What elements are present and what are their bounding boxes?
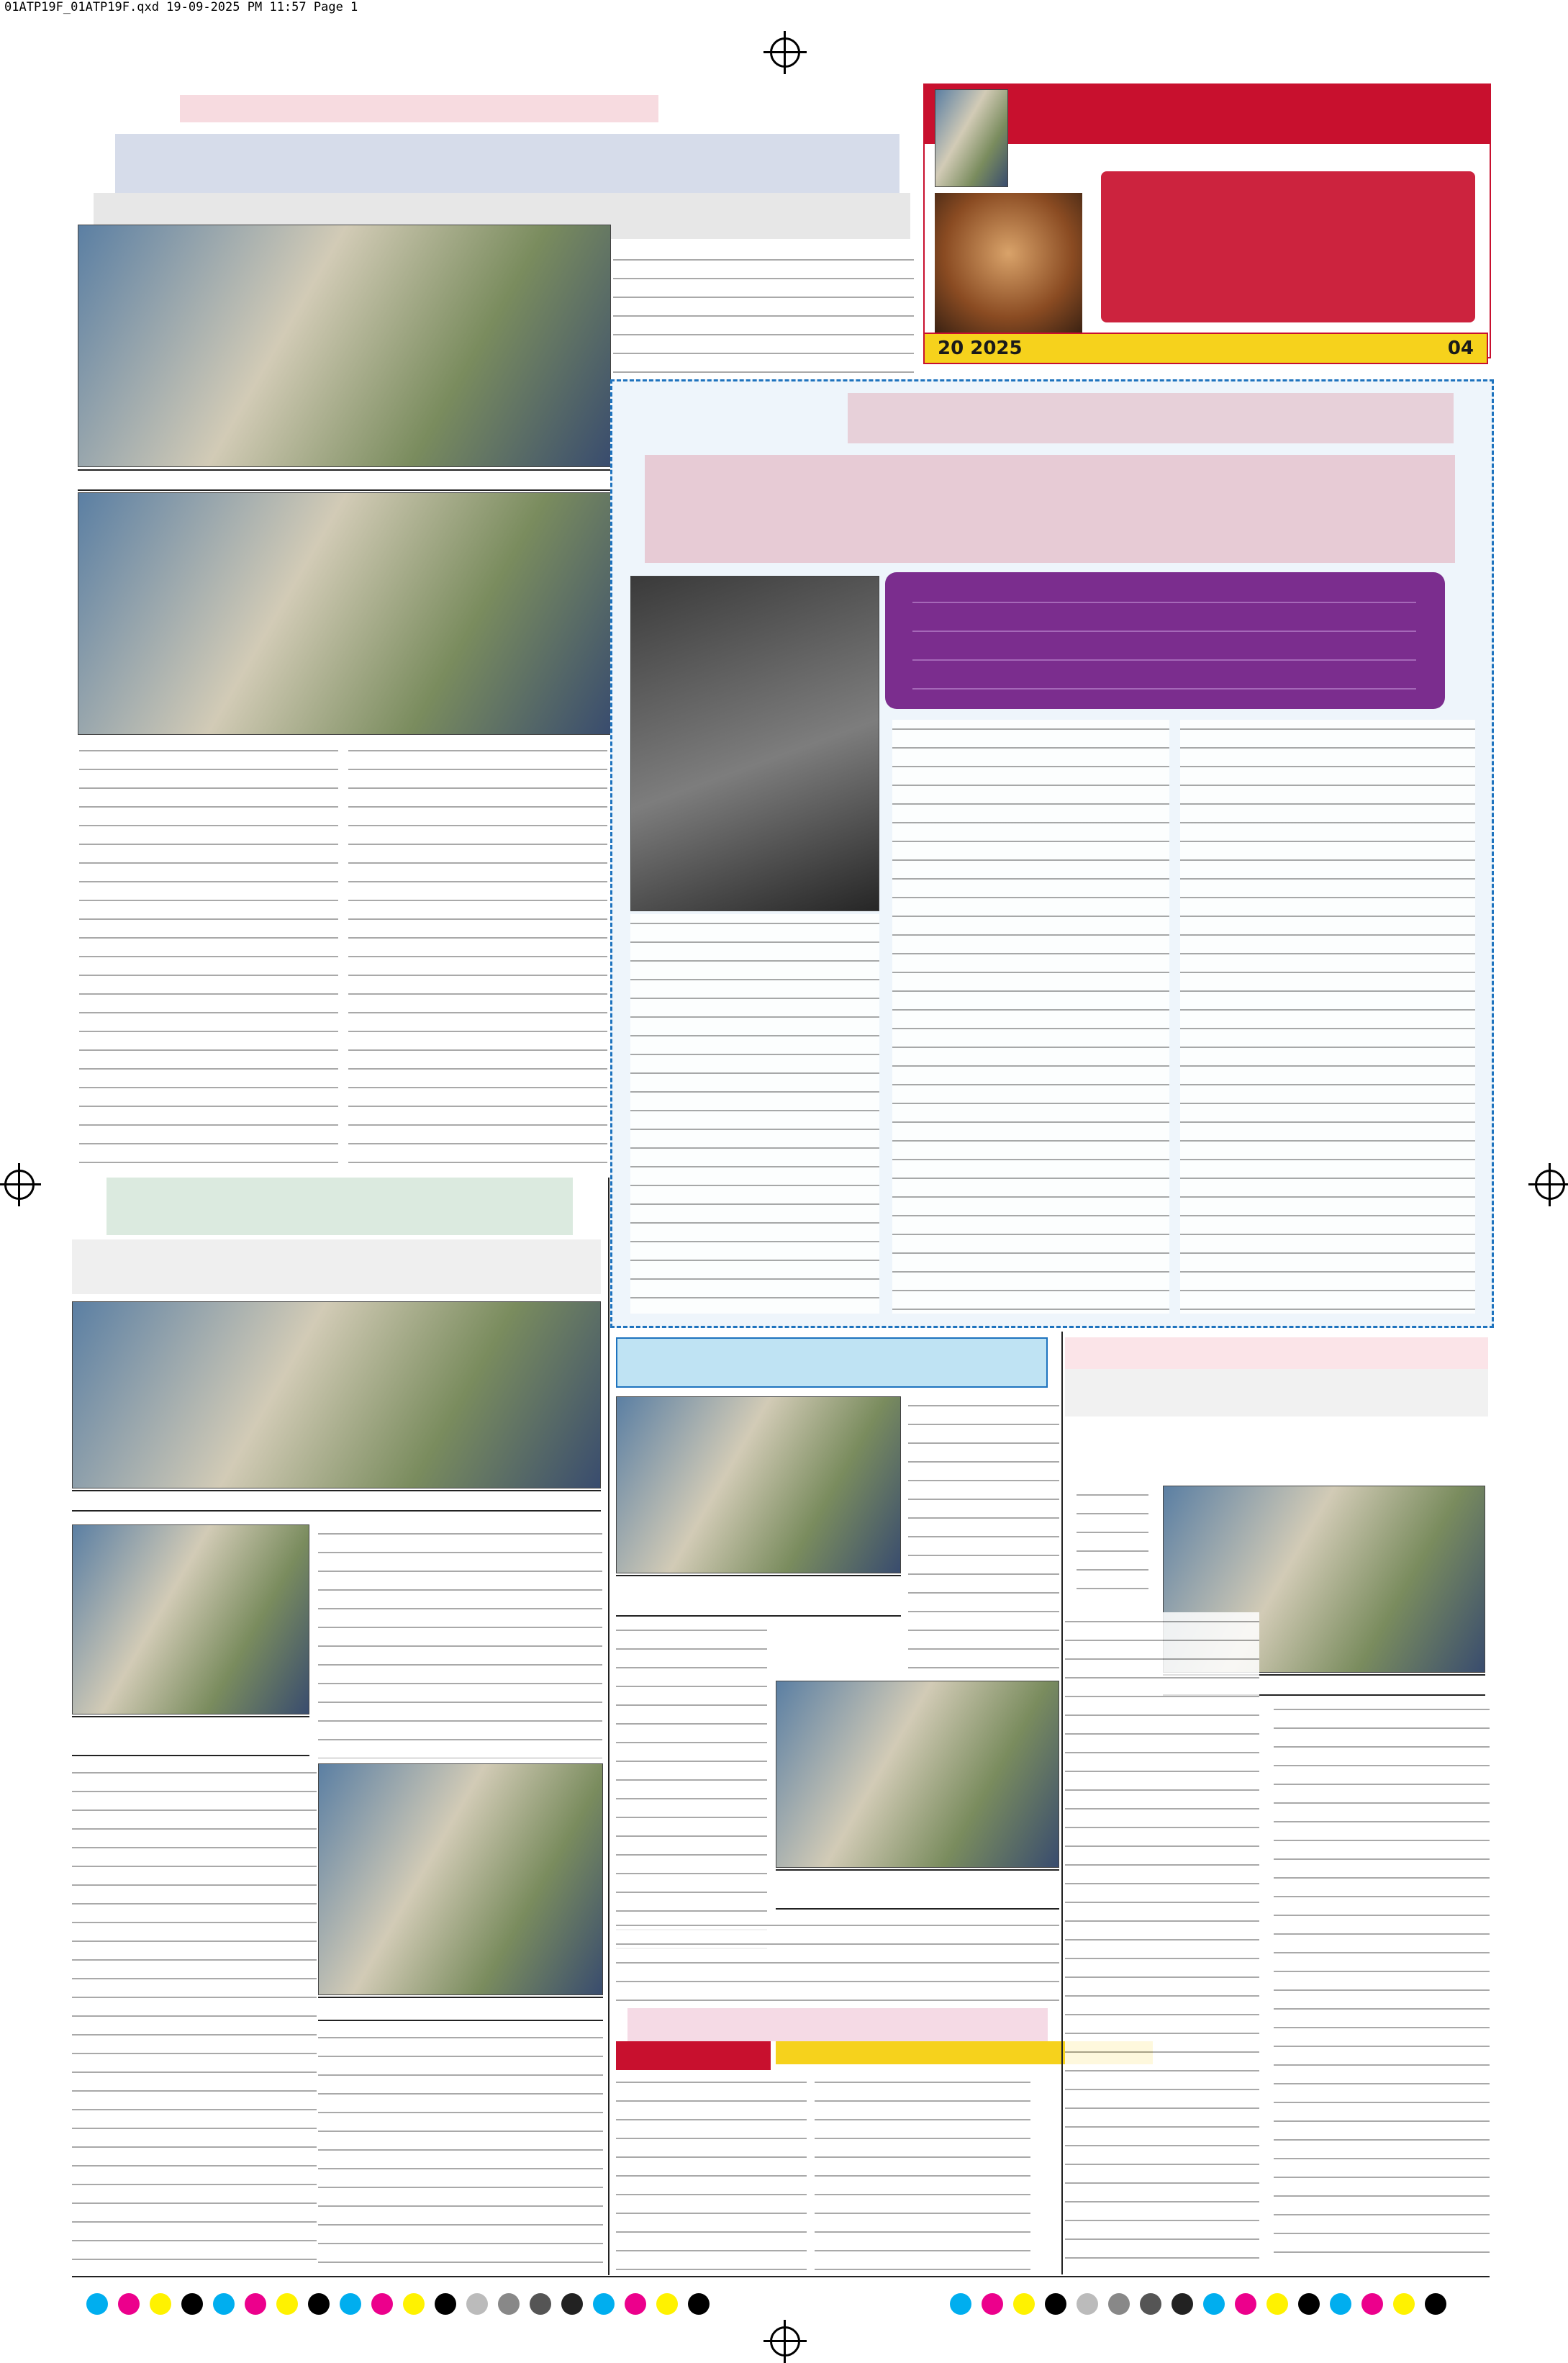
feature-body-col-3 (1180, 720, 1475, 1314)
masthead-logo (1101, 171, 1475, 322)
school-photo-caption-2 (776, 1869, 1059, 1910)
feature-photo-portrait (630, 576, 879, 911)
masthead-deity-photo (935, 89, 1008, 187)
arrest-photo-caption-3 (318, 1997, 603, 2021)
roads-dateline (1077, 1486, 1148, 1604)
school-photo-caption-1 (616, 1575, 901, 1617)
date-bar (923, 333, 1488, 364)
school-body-col-left (616, 1621, 767, 1966)
color-calibration-strip (86, 2293, 720, 2315)
welfare-body-col-2 (815, 2073, 1030, 2274)
school-photo-building (776, 1681, 1059, 1868)
registration-mark-left (4, 1170, 35, 1200)
roads-body-col-1 (1065, 1612, 1259, 2269)
masthead-edition-band (925, 85, 1490, 144)
arrest-photo-printer-seized (318, 1763, 603, 1995)
color-calibration-strip-right (950, 2293, 1456, 2315)
feature-body-col-1 (630, 914, 879, 1314)
feature-kicker-band (848, 393, 1454, 443)
arrest-headline-band (107, 1178, 573, 1235)
masthead-saint-portrait (935, 193, 1082, 344)
arrest-photo-recovered-gold (72, 1524, 309, 1714)
arrest-photo-caption-2 (72, 1716, 309, 1756)
feature-headline-band (645, 455, 1455, 563)
vaartha-prabhavam-logo (616, 2041, 771, 2070)
feature-body-col-2 (892, 720, 1169, 1314)
arrest-body-col-right (318, 1524, 602, 1758)
page-number: 04 (1447, 338, 1474, 359)
lead-kicker-band (180, 95, 658, 122)
feature-highlights-lines (912, 583, 1416, 698)
registration-mark-top (770, 37, 800, 68)
arrest-body-col-bottom (318, 2028, 603, 2272)
arrest-deck-band (72, 1239, 601, 1294)
file-slug: 01ATP19F_01ATP19F.qxd 19-09-2025 PM 11:57 Page 1 (4, 0, 358, 14)
issue-date: 20 2025 (938, 338, 1023, 359)
welfare-headline-band (627, 2008, 1048, 2041)
registration-mark-right (1535, 1170, 1565, 1200)
lead-headline-band (115, 134, 899, 194)
school-headline-band (616, 1337, 1048, 1388)
school-body-col-bottom (616, 1916, 1059, 2001)
rule-main-vertical (608, 1178, 609, 2275)
school-photo-inspection (616, 1396, 901, 1573)
roads-body-col-2 (1274, 1700, 1490, 2269)
lead-photo-protest-women (78, 225, 611, 467)
arrest-photo-caption-1 (72, 1490, 601, 1512)
masthead (923, 83, 1491, 358)
lead-photo-caption-1 (78, 469, 611, 491)
rule-bottom (72, 2276, 1490, 2277)
roads-headline-band (1065, 1337, 1488, 1369)
arrest-photo-police-press (72, 1301, 601, 1488)
lead-body-col-1 (79, 741, 338, 1165)
lead-photo-crowd-march (78, 492, 611, 735)
registration-mark-bottom (770, 2326, 800, 2357)
arrest-body-col-left (72, 1763, 317, 2267)
welfare-body-col-1 (616, 2073, 807, 2274)
roads-deck-band (1065, 1369, 1488, 1417)
rule-roads-vertical (1061, 1332, 1063, 2274)
lead-body-col-2 (348, 741, 607, 1165)
